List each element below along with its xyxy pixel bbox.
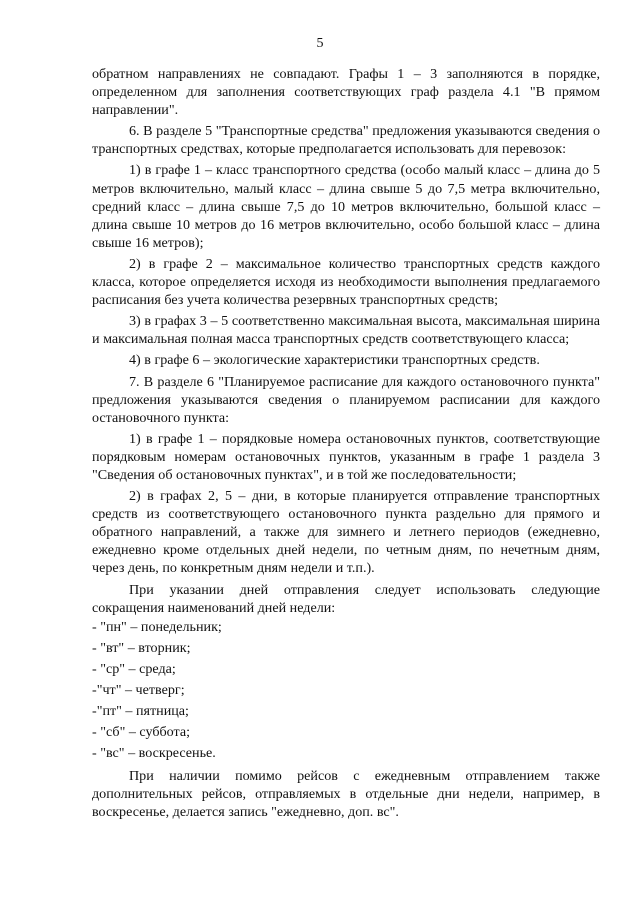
paragraph-continuation: обратном направлениях не совпадают. Графы 1 – 3 заполняются в порядке, определенном для заполнения соответствующих граф раздела 4.1 "В прямом направлении". xyxy=(92,66,600,119)
list-item: -"пт" – пятница; xyxy=(92,702,189,719)
list-item: - "вс" – воскресенье. xyxy=(92,744,216,761)
list-item: - "вт" – вторник; xyxy=(92,639,191,656)
list-item: - "ср" – среда; xyxy=(92,660,176,677)
weekday-abbreviation-list xyxy=(92,617,600,764)
list-item: - "пн" – понедельник; xyxy=(92,618,222,635)
paragraph-s7-item-2: 2) в графах 2, 5 – дни, в которые планируется отправление транспортных средств из соответствующего остановочного пункта раздельно для прямого и обратного направлений, а также для зимнего и летнего периодов (ежедневно, ежедневно кроме отдельных дней недели, по четным дням, по нечетным дням, через день, по конкретным дням недели и т.п.). xyxy=(92,488,600,577)
list-item: - "сб" – суббота; xyxy=(92,723,191,740)
list-item: -"чт" – четверг; xyxy=(92,681,185,698)
paragraph-s6-item-1: 1) в графе 1 – класс транспортного средства (особо малый класс – длина до 5 метров включительно, малый класс – длина свыше 5 до 7,5 метра включительно, средний класс – длина свыше 7,5 до 10 метров включительно, большой класс – длина свыше 10 метров до 16 метров включительно, особо большой класс – длина свыше 16 метров); xyxy=(92,162,600,251)
paragraph-section-6: 6. В разделе 5 "Транспортные средства" предложения указываются сведения о транспортных средствах, которые предполагается использовать для перевозок: xyxy=(92,123,600,158)
paragraph-abbreviation-intro: При указании дней отправления следует использовать следующие сокращения наименований дней недели: xyxy=(92,581,600,616)
paragraph-s6-item-3: 3) в графах 3 – 5 соответственно максимальная высота, максимальная ширина и максимальная полная масса транспортных средств соответствующего класса; xyxy=(92,313,600,348)
page-number: 5 xyxy=(316,36,324,51)
document-body xyxy=(92,65,600,821)
paragraph-s6-item-4: 4) в графе 6 – экологические характеристики транспортных средств. xyxy=(129,352,540,369)
paragraph-s7-item-1: 1) в графе 1 – порядковые номера остановочных пунктов, соответствующие порядковым номерам остановочных пунктов, указанным в графе 1 раздела 3 "Сведения об остановочных пунктах", и в той же последовательности; xyxy=(92,430,600,483)
paragraph-section-7: 7. В разделе 6 "Планируемое расписание для каждого остановочного пункта" предложения указываются сведения о планируемом расписании для каждого остановочного пункта: xyxy=(92,373,600,426)
paragraph-s6-item-2: 2) в графе 2 – максимальное количество транспортных средств каждого класса, которое определяется исходя из необходимости выполнения предлагаемого расписания без учета количества резервных транспортных средств; xyxy=(92,255,600,309)
paragraph-closing: При наличии помимо рейсов с ежедневным отправлением также дополнительных рейсов, отправляемых в отдельные дни недели, например, в воскресенье, делается запись "ежедневно, доп. вс". xyxy=(92,767,600,820)
